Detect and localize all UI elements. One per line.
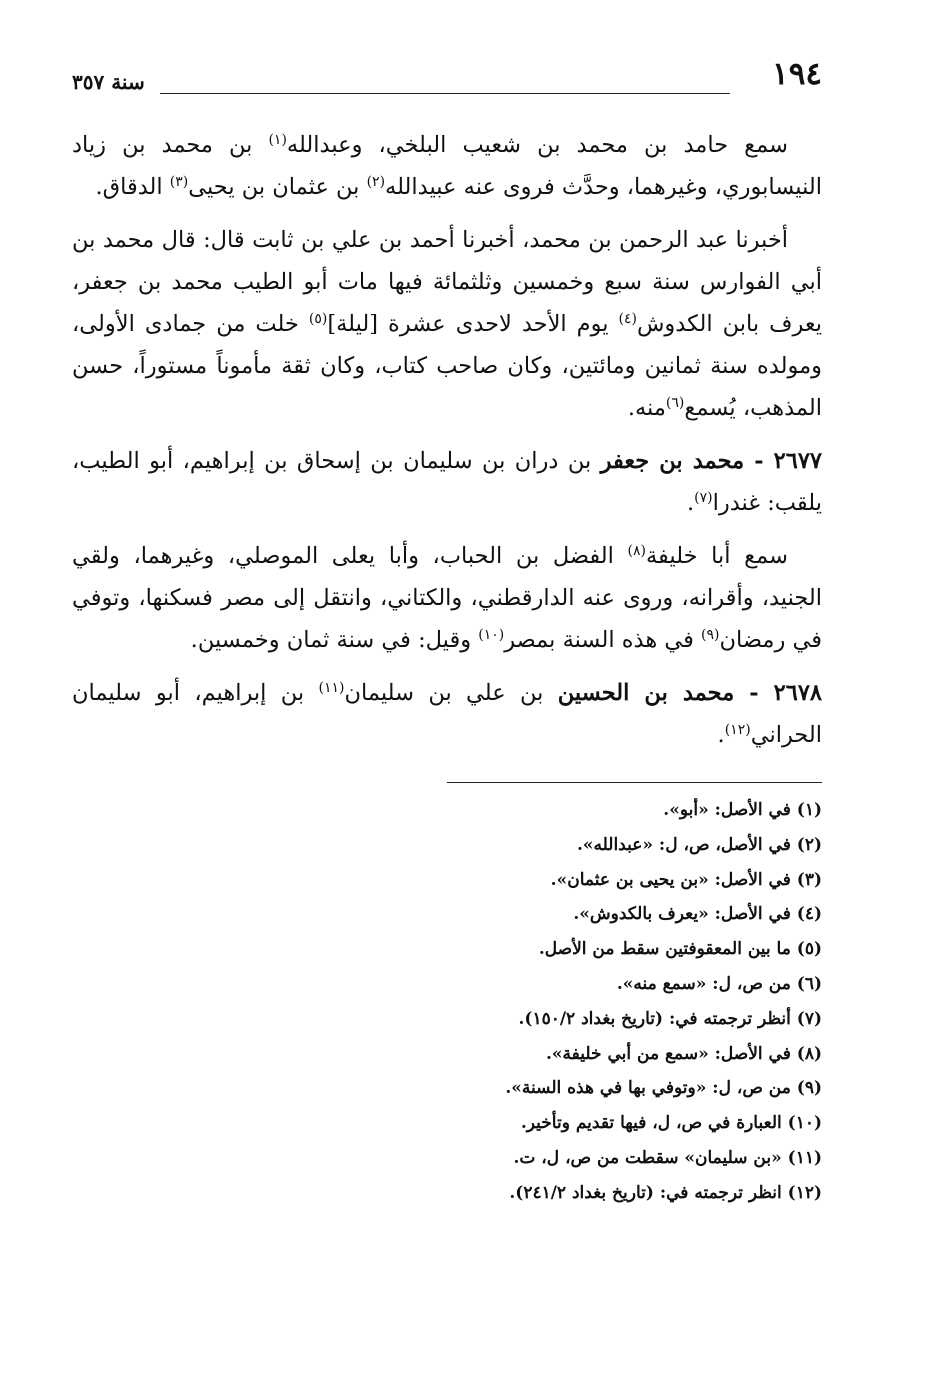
- footnote-ref: (٥): [308, 311, 328, 327]
- footnote-item: (٣) في الأصل: «بن يحيى بن عثمان».: [550, 869, 822, 890]
- footnote-ref: (٩): [701, 627, 720, 643]
- paragraph-1: [72, 124, 822, 208]
- footnote-ref: (١): [268, 132, 287, 148]
- text-segment: يوم الأحد لاحدى عشرة [ليلة]: [327, 311, 619, 337]
- footnote-item: (١١) «بن سليمان» سقطت من ص، ل، ت.: [513, 1147, 822, 1168]
- text-segment: الفضل بن الحباب، وأبا يعلى الموصلي، وغيرهما، ولقي الجنيد، وأقرانه، وروى عنه الدارقطني، والكتاني، وانتقل إلى مصر فسكنها، وتوفي في رمضان: [72, 543, 822, 653]
- text-segment: منه.: [627, 395, 666, 421]
- entry-2677: [72, 440, 822, 524]
- footnote-item: (١) في الأصل: «أبو».: [663, 800, 822, 820]
- footnote-ref: (٦): [665, 395, 685, 411]
- footnote-item: (٨) في الأصل: «سمع من أبي خليفة».: [546, 1043, 822, 1064]
- text-segment: بن دران بن سليمان بن إسحاق بن إبراهيم، أبو الطيب، يلقب: غندرا: [72, 448, 822, 516]
- entry-heading: ٢٦٧٧ - محمد بن جعفر: [600, 448, 823, 474]
- footnote-item: (٦) من ص، ل: «سمع منه».: [616, 973, 822, 994]
- footnote-ref: (٤): [618, 311, 637, 327]
- running-head-year: سنة ٣٥٧: [72, 70, 145, 94]
- footnote-ref: (١٢): [724, 722, 751, 738]
- text-segment: .: [686, 490, 695, 516]
- footnotes-list: [72, 793, 822, 1211]
- footnote-ref: (١٠): [478, 627, 505, 643]
- main-text: [72, 124, 822, 756]
- footnote-ref: (٨): [627, 543, 646, 559]
- footnote-item: (١٢) انظر ترجمته في: (تاريخ بغداد ٢٤١/٢).: [509, 1182, 822, 1203]
- book-page: [72, 50, 822, 1228]
- footnote-item: (٤) في الأصل: «يعرف بالكدوش».: [573, 904, 822, 925]
- footnote-separator: [447, 782, 822, 783]
- footnote-ref: (٧): [694, 490, 713, 506]
- text-segment: أخبرنا عبد الرحمن بن محمد، أخبرنا أحمد بن علي بن ثابت قال: قال محمد بن أبي الفوارس سنة سبع وخمسين وثلثمائة فيها مات أبو الطيب محمد بن جعفر، يعرف بابن الكدوش: [72, 227, 822, 337]
- text-segment: سمع حامد بن محمد بن شعيب البلخي، وعبدالله: [286, 132, 788, 158]
- paragraph-2: [72, 219, 822, 429]
- footnote-item: (١٠) العبارة في ص، ل، فيها تقديم وتأخير.: [520, 1113, 822, 1134]
- text-segment: بن علي بن سليمان: [344, 680, 558, 706]
- footnote-ref: (٣): [169, 174, 189, 190]
- footnote-item: (٢) في الأصل، ص، ل: «عبدالله».: [576, 834, 822, 855]
- entry-heading: ٢٦٧٨ - محمد بن الحسين: [557, 680, 823, 706]
- text-segment: بن إبراهيم، أبو سليمان الحراني: [72, 680, 822, 748]
- footnote-item: (٩) من ص، ل: «وتوفي بها في هذه السنة».: [505, 1078, 822, 1099]
- text-segment: في هذه السنة بمصر: [504, 627, 702, 653]
- footnote-item: (٥) ما بين المعقوفتين سقط من الأصل.: [538, 939, 822, 960]
- text-segment: .: [717, 722, 725, 748]
- text-segment: بن عثمان بن يحيى: [188, 174, 367, 200]
- page-number: ١٩٤: [772, 56, 822, 92]
- text-segment: خلت من جمادى الأولى، ومولده سنة ثمانين ومائتين، وكان صاحب كتاب، وكان ثقة مأموناً مستوراً، حسن المذهب، يُسمع: [72, 311, 822, 421]
- footnote-ref: (١١): [318, 680, 345, 696]
- entry-2678: [72, 672, 822, 756]
- text-segment: وقيل: في سنة ثمان وخمسين.: [190, 627, 479, 653]
- footnote-ref: (٢): [366, 174, 386, 190]
- text-segment: الدقاق.: [95, 174, 170, 200]
- page-header: [72, 50, 822, 102]
- footnote-item: (٧) أنظر ترجمته في: (تاريخ بغداد ١٥٠/٢).: [518, 1008, 822, 1029]
- header-rule: [160, 93, 730, 94]
- text-segment: بن محمد بن زياد النيسابوري، وغيرهما، وحدَّث فروى عنه عبيدالله: [72, 132, 822, 200]
- paragraph-3: [72, 535, 822, 661]
- text-segment: سمع أبا خليفة: [645, 543, 788, 569]
